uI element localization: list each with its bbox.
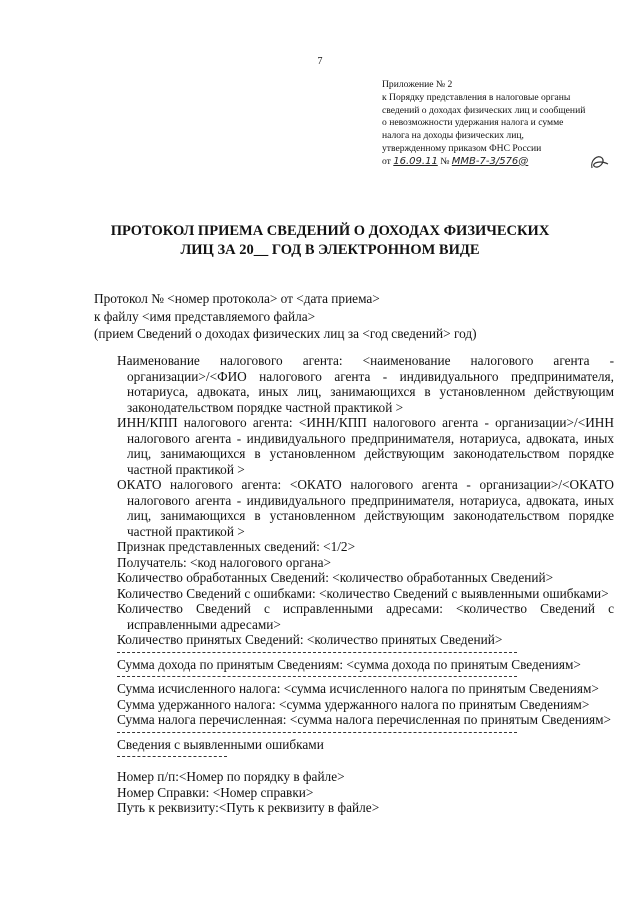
file-name-line: к файлу <имя представляемого файла> xyxy=(94,308,316,324)
appendix-line: утвержденному приказом ФНС России xyxy=(382,142,542,154)
error-count-field: Количество Сведений с ошибками: <количество Сведений с выявленными ошибками> xyxy=(117,585,609,601)
appendix-line: сведений о доходах физических лиц и сообщений xyxy=(382,104,586,116)
number-prefix: № xyxy=(440,155,450,167)
appendix-line: Приложение № 2 xyxy=(382,79,453,90)
dashed-separator xyxy=(117,648,614,657)
handwritten-date: 16.09.11 xyxy=(393,155,438,167)
data-sign-field: Признак представленных сведений: <1/2> xyxy=(117,539,356,554)
agent-name-field: Наименование налогового агента: <наименование налогового агента - организации>/<ФИО налогового агента - индивидуального предпринимателя, нотариуса, адвоката, иных лиц, занимающихся в установленном действующим законодательством порядке частной практикой > xyxy=(117,353,614,415)
tax-calculated-field: Сумма исчисленного налога: <сумма исчисленного налога по принятым Сведениям> xyxy=(117,681,599,696)
appendix-line: налога на доходы физических лиц, xyxy=(382,130,524,142)
appendix-line: о невозможности удержания налога и сумме xyxy=(382,117,564,129)
tax-withheld-field: Сумма удержанного налога: <сумма удержанного налога по принятым Сведениям> xyxy=(117,696,590,712)
corrected-address-count-field: Количество Сведений с исправленными адресами: <количество Сведений с исправленными адресами> xyxy=(117,601,614,632)
recipient-field: Получатель: <код налогового органа> xyxy=(117,554,331,570)
page-number: 7 xyxy=(317,56,323,67)
title-line-2: ЛИЦ ЗА 20__ ГОД В ЭЛЕКТРОННОМ ВИДЕ xyxy=(180,242,480,258)
protocol-body xyxy=(117,353,614,816)
inn-kpp-field: ИНН/КПП налогового агента: <ИНН/КПП налогового агента - организации>/<ИНН налогового агента - индивидуального предпринимателя, нотариуса, адвоката, иных лиц, занимающихся в установленном действующим законодательством порядке частной практикой > xyxy=(117,415,614,477)
handwritten-order-number: ММВ-7-3/576@ xyxy=(451,155,529,167)
protocol-number-line: Протокол № <номер протокола> от <дата приема> xyxy=(94,291,380,306)
date-prefix: от xyxy=(382,155,391,167)
protocol-header xyxy=(94,290,614,343)
signature-flourish xyxy=(588,150,612,174)
title-line-1: ПРОТОКОЛ ПРИЕМА СВЕДЕНИЙ О ДОХОДАХ ФИЗИЧЕСКИХ xyxy=(110,223,550,239)
appendix-line: к Порядку представления в налоговые органы xyxy=(382,91,571,103)
certificate-number-field: Номер Справки: <Номер справки> xyxy=(117,784,314,800)
appendix-note xyxy=(382,79,622,169)
row-number-field: Номер п/п:<Номер по порядку в файле> xyxy=(117,769,345,784)
dashed-separator xyxy=(117,752,614,761)
dashed-separator xyxy=(117,728,614,737)
processed-count-field: Количество обработанных Сведений: <количество обработанных Сведений> xyxy=(117,570,554,585)
income-sum-field: Сумма дохода по принятым Сведениям: <сумма дохода по принятым Сведениям> xyxy=(117,656,581,672)
requisite-path-field: Путь к реквизиту:<Путь к реквизиту в файле> xyxy=(117,800,380,815)
dashed-separator xyxy=(117,672,614,681)
reception-year-line: (прием Сведений о доходах физических лиц за <год сведений> год) xyxy=(94,326,477,341)
okato-field: ОКАТО налогового агента: <ОКАТО налогового агента - организации>/<ОКАТО налогового агента - индивидуального предпринимателя, нотариуса, адвоката, иных лиц, занимающихся в установленном действующим законодательством порядке частной практикой > xyxy=(117,477,614,539)
tax-transferred-field: Сумма налога перечисленная: <сумма налога перечисленная по принятым Сведениям> xyxy=(117,712,612,727)
errors-heading: Сведения с выявленными ошибками xyxy=(117,736,324,752)
document-title xyxy=(80,222,580,260)
order-date-number xyxy=(382,156,622,169)
accepted-count-field: Количество принятых Сведений: <количество принятых Сведений> xyxy=(117,632,503,647)
